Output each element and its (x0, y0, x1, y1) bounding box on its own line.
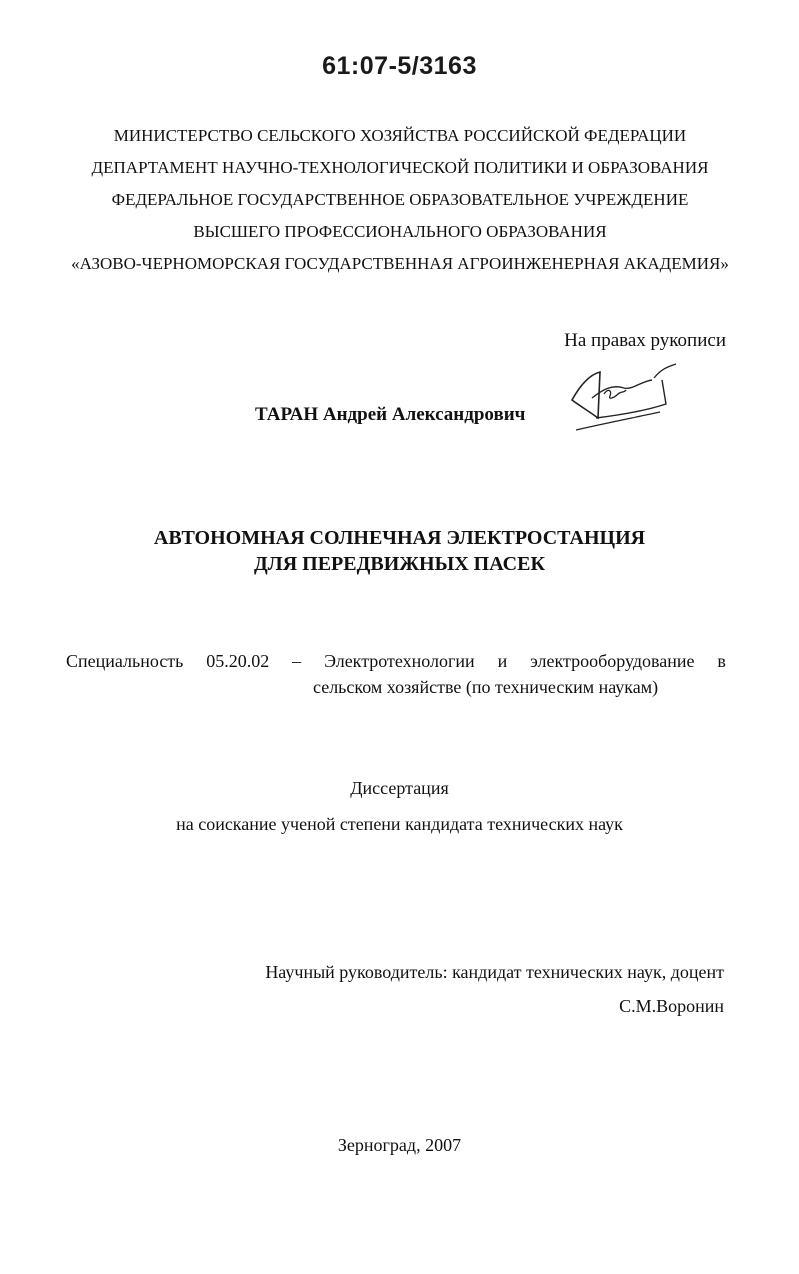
city-year: Зерноград, 2007 (337, 1135, 462, 1155)
manuscript-rights-note: На правах рукописи (564, 330, 726, 351)
supervisor-title: Научный руководитель: кандидат технических наук, доцент (265, 962, 724, 982)
author-name: ТАРАН Андрей Александрович (255, 404, 526, 425)
header-line-education-level: ВЫСШЕГО ПРОФЕССИОНАЛЬНОГО ОБРАЗОВАНИЯ (193, 222, 607, 241)
dissertation-purpose (0, 770, 799, 842)
specialty-word-2: и (497, 651, 508, 671)
handwritten-signature (562, 360, 682, 435)
specialty-row-2: сельском хозяйстве (по техническим наукам) (313, 677, 659, 697)
institution-header (40, 120, 760, 280)
header-line-institution-type: ФЕДЕРАЛЬНОЕ ГОСУДАРСТВЕННОЕ ОБРАЗОВАТЕЛЬНОЕ УЧРЕЖДЕНИЕ (111, 190, 689, 209)
header-line-academy-name: «АЗОВО-ЧЕРНОМОРСКАЯ ГОСУДАРСТВЕННАЯ АГРОИНЖЕНЕРНАЯ АКАДЕМИЯ» (71, 254, 729, 273)
dissertation-label: Диссертация (350, 778, 449, 798)
specialty-word-4: в (717, 651, 726, 671)
specialty-dash: – (292, 651, 302, 671)
header-line-department: ДЕПАРТАМЕНТ НАУЧНО-ТЕХНОЛОГИЧЕСКОЙ ПОЛИТИКИ И ОБРАЗОВАНИЯ (91, 158, 709, 177)
specialty-label: Специальность (66, 651, 184, 671)
specialty-row-1 (66, 648, 726, 674)
specialty-block (66, 648, 726, 700)
supervisor-name: С.М.Воронин (619, 996, 724, 1016)
dissertation-title (0, 525, 799, 577)
header-line-ministry: МИНИСТЕРСТВО СЕЛЬСКОГО ХОЗЯЙСТВА РОССИЙСКОЙ ФЕДЕРАЦИИ (113, 126, 687, 145)
supervisor-block (265, 955, 724, 1023)
degree-purpose: на соискание ученой степени кандидата технических наук (176, 814, 623, 834)
specialty-word-1: Электротехнологии (324, 651, 475, 671)
specialty-word-3: электрооборудование (530, 651, 695, 671)
specialty-code: 05.20.02 (206, 651, 270, 671)
title-line-2: ДЛЯ ПЕРЕДВИЖНЫХ ПАСЕК (254, 553, 545, 575)
archive-stamp-number: 61:07-5/3163 (322, 52, 477, 80)
title-line-1: АВТОНОМНАЯ СОЛНЕЧНАЯ ЭЛЕКТРОСТАНЦИЯ (153, 527, 646, 549)
